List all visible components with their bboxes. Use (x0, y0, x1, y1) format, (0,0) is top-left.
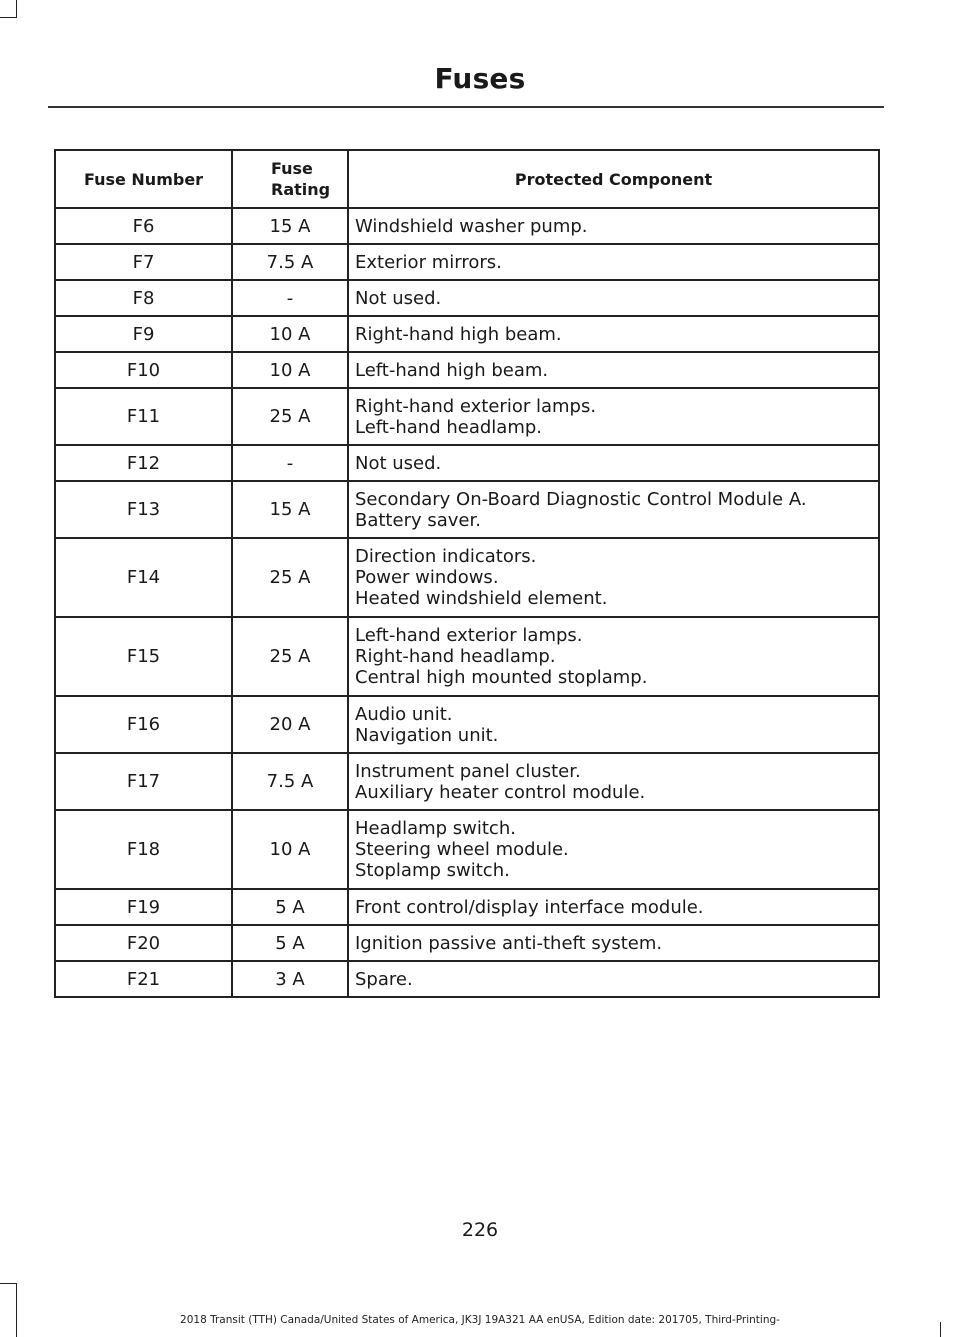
table-row (55, 617, 879, 696)
protected-component-cell (348, 388, 879, 445)
component-line: Ignition passive anti-theft system. (355, 932, 663, 954)
component-line: Auxiliary heater control module. (355, 781, 646, 803)
fuse-rating-cell: 20 A (232, 696, 348, 753)
crop-mark-bottom-left-vertical (16, 1283, 17, 1337)
column-header-protected-component: Protected Component (348, 150, 879, 208)
component-line: Stoplamp switch. (355, 860, 510, 881)
title-divider (48, 106, 884, 108)
fuse-rating-header-text: Fuse Rating (271, 159, 331, 199)
table-row (55, 244, 879, 280)
component-line: Left-hand headlamp. (355, 416, 543, 438)
component-line: Left-hand high beam. (355, 359, 549, 381)
protected-component-cell (348, 889, 879, 925)
table-row (55, 316, 879, 352)
protected-component-cell (348, 208, 879, 244)
fuse-number-cell: F17 (55, 753, 232, 810)
table-row (55, 810, 879, 889)
component-line: Direction indicators. (355, 546, 537, 567)
fuse-rating-cell: 10 A (232, 316, 348, 352)
fuse-number-cell: F16 (55, 696, 232, 753)
component-line: Front control/display interface module. (355, 896, 704, 918)
fuse-rating-cell: - (232, 280, 348, 316)
fuse-rating-cell: 15 A (232, 481, 348, 538)
protected-component-cell (348, 810, 879, 889)
table-row (55, 481, 879, 538)
column-header-fuse-rating (232, 150, 348, 208)
fuse-number-cell: F15 (55, 617, 232, 696)
protected-component-cell (348, 617, 879, 696)
protected-component-cell (348, 445, 879, 481)
component-line: Spare. (355, 968, 413, 990)
table-row (55, 696, 879, 753)
protected-component-cell (348, 696, 879, 753)
protected-component-cell (348, 244, 879, 280)
component-line: Right-hand headlamp. (355, 646, 556, 667)
fuse-rating-cell: 25 A (232, 617, 348, 696)
table-row (55, 538, 879, 617)
component-line: Steering wheel module. (355, 839, 569, 860)
fuse-number-cell: F21 (55, 961, 232, 997)
fuse-rating-cell: 25 A (232, 538, 348, 617)
fuse-number-cell: F18 (55, 810, 232, 889)
fuse-number-cell: F8 (55, 280, 232, 316)
protected-component-cell (348, 538, 879, 617)
page-number: 226 (461, 1219, 499, 1241)
fuse-rating-cell: 10 A (232, 352, 348, 388)
component-line: Not used. (355, 287, 442, 309)
fuse-rating-cell: - (232, 445, 348, 481)
fuse-number-cell: F11 (55, 388, 232, 445)
crop-mark-bottom-left-horizontal (0, 1283, 17, 1284)
fuse-rating-cell: 15 A (232, 208, 348, 244)
fuse-rating-cell: 7.5 A (232, 753, 348, 810)
fuse-number-cell: F12 (55, 445, 232, 481)
protected-component-cell (348, 753, 879, 810)
crop-mark-top-left-vertical (16, 0, 17, 18)
fuse-rating-cell: 7.5 A (232, 244, 348, 280)
fuse-number-cell: F7 (55, 244, 232, 280)
component-line: Heated windshield element. (355, 588, 608, 609)
table-row (55, 889, 879, 925)
fuse-rating-cell: 3 A (232, 961, 348, 997)
protected-component-cell (348, 280, 879, 316)
protected-component-cell (348, 481, 879, 538)
table-row (55, 753, 879, 810)
component-line: Left-hand exterior lamps. (355, 625, 583, 646)
table-row (55, 961, 879, 997)
component-line: Windshield washer pump. (355, 215, 588, 237)
table-row (55, 388, 879, 445)
component-line: Power windows. (355, 567, 499, 588)
fuse-number-cell: F10 (55, 352, 232, 388)
component-line: Audio unit. (355, 703, 453, 725)
component-line: Central high mounted stoplamp. (355, 667, 648, 688)
component-line: Right-hand high beam. (355, 323, 562, 345)
fuse-number-cell: F13 (55, 481, 232, 538)
component-line: Right-hand exterior lamps. (355, 395, 597, 417)
protected-component-cell (348, 961, 879, 997)
table-row (55, 445, 879, 481)
table-row (55, 208, 879, 244)
page-title: Fuses (434, 62, 526, 95)
component-line: Battery saver. (355, 509, 481, 531)
table-header-row (55, 150, 879, 208)
component-line: Secondary On-Board Diagnostic Control Module A. (355, 488, 807, 510)
fuse-table-body (55, 208, 879, 997)
protected-component-cell (348, 925, 879, 961)
component-line: Instrument panel cluster. (355, 760, 581, 782)
protected-component-cell (348, 316, 879, 352)
fuse-rating-cell: 5 A (232, 889, 348, 925)
component-line: Headlamp switch. (355, 818, 516, 839)
fuse-table (54, 149, 880, 998)
fuse-number-cell: F20 (55, 925, 232, 961)
fuse-number-cell: F6 (55, 208, 232, 244)
component-line: Not used. (355, 452, 442, 474)
fuse-rating-cell: 25 A (232, 388, 348, 445)
column-header-fuse-number: Fuse Number (55, 150, 232, 208)
fuse-number-cell: F9 (55, 316, 232, 352)
fuse-number-cell: F14 (55, 538, 232, 617)
table-row (55, 280, 879, 316)
table-row (55, 352, 879, 388)
fuse-rating-cell: 5 A (232, 925, 348, 961)
fuse-number-cell: F19 (55, 889, 232, 925)
page-footer: 2018 Transit (TTH) Canada/United States of America, JK3J 19A321 AA enUSA, Edition date: 201705, Third-Printing- (180, 1314, 780, 1326)
fuse-rating-cell: 10 A (232, 810, 348, 889)
table-row (55, 925, 879, 961)
component-line: Exterior mirrors. (355, 251, 502, 273)
protected-component-cell (348, 352, 879, 388)
crop-mark-top-left-horizontal (0, 17, 17, 18)
component-line: Navigation unit. (355, 724, 499, 746)
